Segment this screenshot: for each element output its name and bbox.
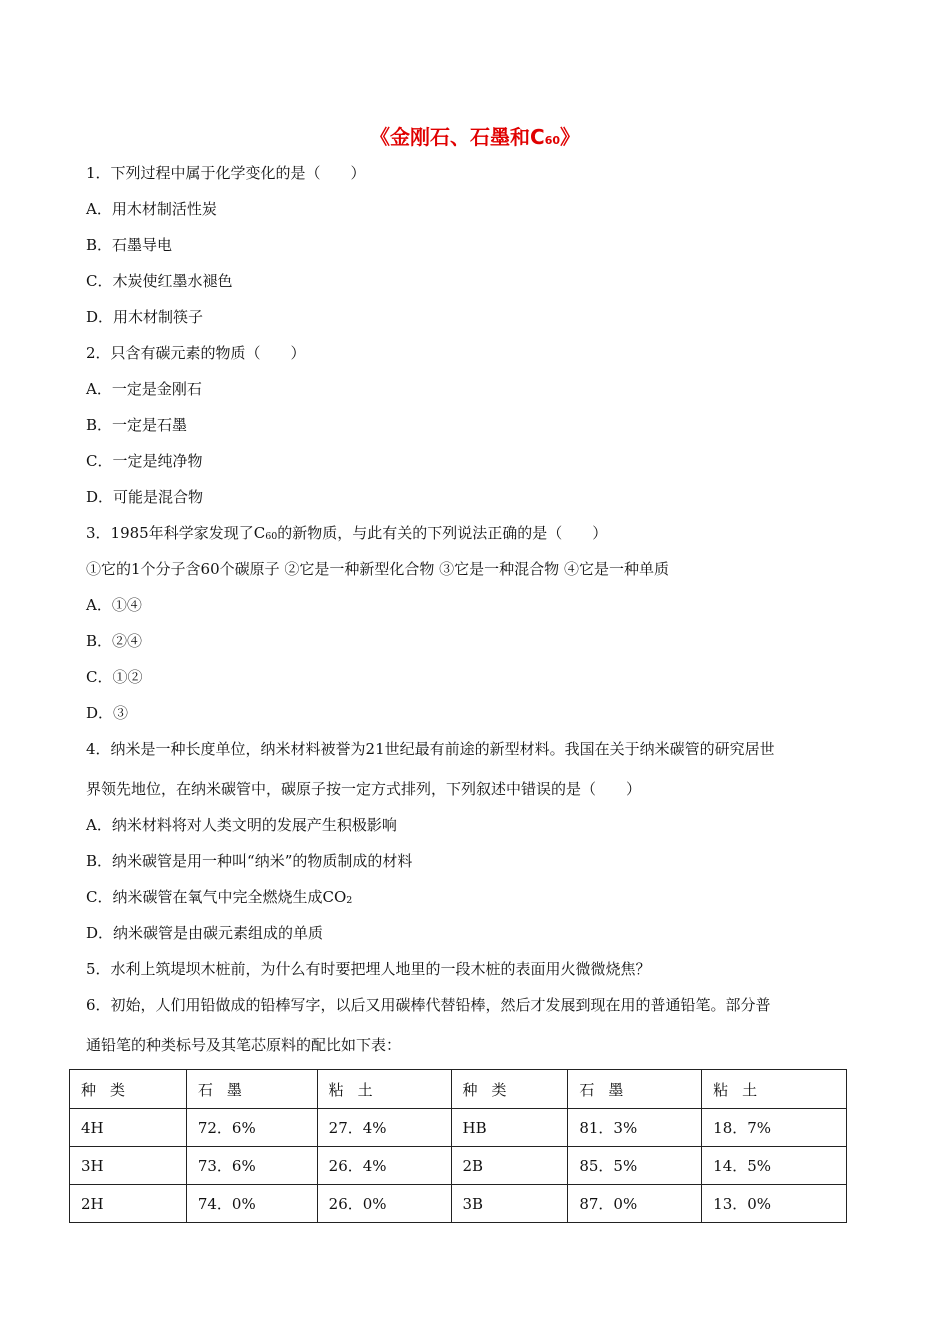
table-cell: 4H <box>70 1109 187 1147</box>
pencil-composition-table <box>69 1069 847 1223</box>
table-cell: 3B <box>451 1185 568 1223</box>
question-1-stem: 1．下列过程中属于化学变化的是（ ） <box>86 164 366 182</box>
question-2-option-a: A．一定是金刚石 <box>86 380 202 398</box>
question-2-option-b: B．一定是石墨 <box>86 416 188 434</box>
question-3-stem-post: 的新物质，与此有关的下列说法正确的是（ ） <box>277 524 608 542</box>
question-1-option-b: B．石墨导电 <box>86 236 173 254</box>
question-1-option-a: A．用木材制活性炭 <box>86 200 217 218</box>
question-4-option-c <box>86 886 352 911</box>
table-cell: 18．7% <box>702 1109 847 1147</box>
table-cell: 87．0% <box>568 1185 702 1223</box>
table-cell: 26．4% <box>317 1147 451 1185</box>
table-cell: 13．0% <box>702 1185 847 1223</box>
question-2-stem: 2．只含有碳元素的物质（ ） <box>86 344 306 362</box>
table-row <box>70 1147 847 1185</box>
question-3-statements: ①它的1个分子含60个碳原子 ②它是一种新型化合物 ③它是一种混合物 ④它是一种单质 <box>86 560 669 578</box>
table-header-cell: 种类 <box>70 1070 187 1109</box>
question-4-stem-line-1: 4．纳米是一种长度单位，纳米材料被誉为21世纪最有前途的新型材料。我国在关于纳米碳管的研究居世 <box>86 740 775 758</box>
question-2-option-d: D．可能是混合物 <box>86 488 204 506</box>
question-3-stem-subscript: 60 <box>265 531 278 542</box>
table-row <box>70 1185 847 1223</box>
table-cell: 27．4% <box>317 1109 451 1147</box>
table-cell: 72．6% <box>186 1109 317 1147</box>
table-header-cell: 粘土 <box>317 1070 451 1109</box>
question-3-option-a: A．①④ <box>86 596 142 614</box>
table-cell: HB <box>451 1109 568 1147</box>
table-cell: 2B <box>451 1147 568 1185</box>
table-header-cell: 石墨 <box>186 1070 317 1109</box>
question-6-stem-line-1: 6．初始，人们用铅做成的铅棒写字，以后又用碳棒代替铅棒，然后才发展到现在用的普通铅笔。部分普 <box>86 996 771 1014</box>
question-4-option-a: A．纳米材料将对人类文明的发展产生积极影响 <box>86 816 397 834</box>
question-3-option-b: B．②④ <box>86 632 143 650</box>
table-cell: 73．6% <box>186 1147 317 1185</box>
table-cell: 2H <box>70 1185 187 1223</box>
question-3-stem <box>86 522 607 547</box>
table-cell: 81．3% <box>568 1109 702 1147</box>
question-2-option-c: C．一定是纯净物 <box>86 452 203 470</box>
table-cell: 14．5% <box>702 1147 847 1185</box>
title-text: 《金刚石、石墨和C <box>370 125 545 149</box>
question-5-stem: 5．水利上筑堤坝木桩前，为什么有时要把埋人地里的一段木桩的表面用火微微烧焦？ <box>86 960 651 978</box>
question-4-stem-line-2: 界领先地位，在纳米碳管中，碳原子按一定方式排列，下列叙述中错误的是（ ） <box>86 780 642 798</box>
table-cell: 3H <box>70 1147 187 1185</box>
table-cell: 85．5% <box>568 1147 702 1185</box>
table-header-cell: 种类 <box>451 1070 568 1109</box>
question-1-option-c: C．木炭使红墨水褪色 <box>86 272 233 290</box>
table-cell: 26．0% <box>317 1185 451 1223</box>
question-4-option-c-text: C．纳米碳管在氧气中完全燃烧生成CO <box>86 888 347 906</box>
question-1-option-d: D．用木材制筷子 <box>86 308 204 326</box>
table-header-row <box>70 1070 847 1109</box>
page-title <box>0 122 950 156</box>
question-3-option-c: C．①② <box>86 668 143 686</box>
question-4-option-d: D．纳米碳管是由碳元素组成的单质 <box>86 924 324 942</box>
table-header-cell: 粘土 <box>702 1070 847 1109</box>
question-3-stem-pre: 3．1985年科学家发现了C <box>86 524 266 542</box>
question-6-stem-line-2: 通铅笔的种类标号及其笔芯原料的配比如下表： <box>86 1036 402 1054</box>
table-header-cell: 石墨 <box>568 1070 702 1109</box>
table-cell: 74．0% <box>186 1185 317 1223</box>
table-row <box>70 1109 847 1147</box>
question-4-option-b: B．纳米碳管是用一种叫“纳米”的物质制成的材料 <box>86 852 413 870</box>
question-3-option-d: D．③ <box>86 704 129 722</box>
title-close-bracket: 》 <box>560 125 580 149</box>
title-subscript: 60 <box>544 134 560 147</box>
question-4-option-c-subscript: 2 <box>346 895 353 906</box>
